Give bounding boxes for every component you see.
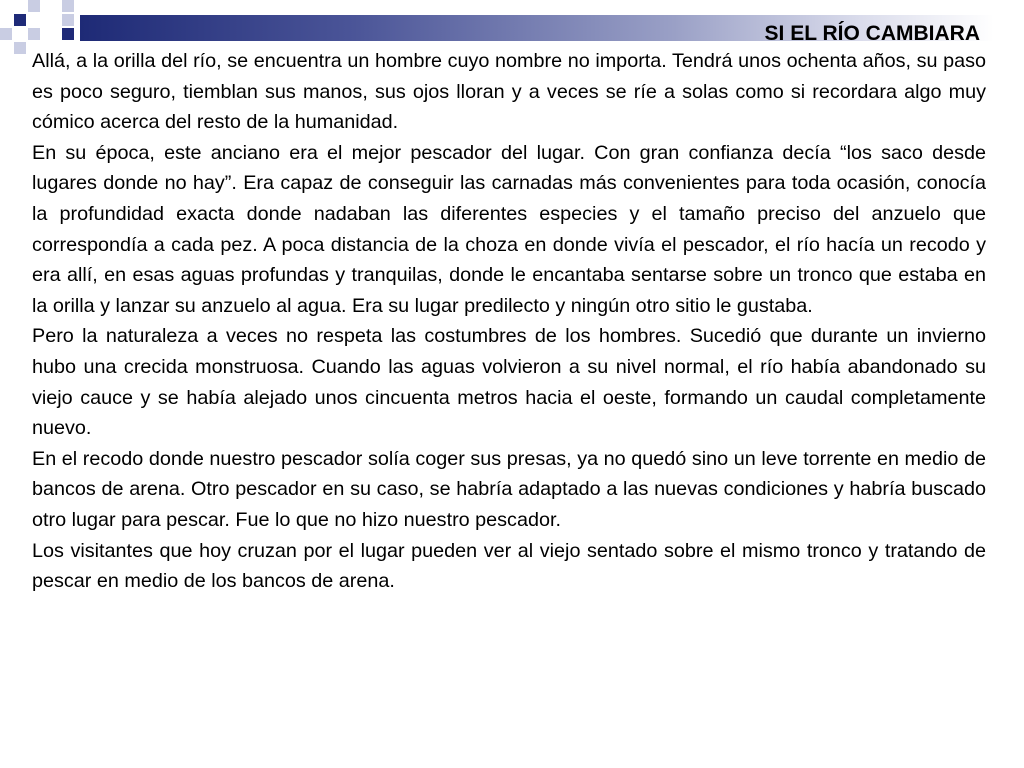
paragraph: En su época, este anciano era el mejor pescador del lugar. Con gran confianza decía “los saco desde lugares donde no hay”. Era capaz de conseguir las carnadas más convenientes para toda ocasión, conocía la profundidad exacta donde nadaban las diferentes especies y el tamaño preciso del anzuelo que correspondía a cada pez. A poca distancia de la choza en donde vivía el pescador, el río hacía un recodo y era allí, en esas aguas profundas y tranquilas, donde le encantaba sentarse sobre un tronco que estaba en la orilla y lanzar su anzuelo al agua. Era su lugar predilecto y ningún otro sitio le gustaba. (32, 141, 986, 317)
square-light (62, 14, 74, 26)
square-dark (14, 14, 26, 26)
paragraph: Pero la naturaleza a veces no respeta las costumbres de los hombres. Sucedió que durante un invierno hubo una crecida monstruosa. Cuando las aguas volvieron a su nivel normal, el río había abandonado su viejo cauce y se había alejado unos cincuenta metros hacia el oeste, formando un caudal completamente nuevo. (32, 325, 986, 440)
paragraph: En el recodo donde nuestro pescador solía coger sus presas, ya no quedó sino un leve torrente en medio de bancos de arena. Otro pescador en su caso, se habría adaptado a las nuevas condiciones y habría buscado otro lugar para pescar. Fue lo que no hizo nuestro pescador. (32, 447, 986, 531)
square-light (14, 42, 26, 54)
square-light (28, 28, 40, 40)
slide-body (32, 46, 986, 597)
paragraph: Allá, a la orilla del río, se encuentra un hombre cuyo nombre no importa. Tendrá unos ochenta años, su paso es poco seguro, tiemblan sus manos, sus ojos lloran y a veces se ríe a solas como si recordara algo muy cómico acerca del resto de la humanidad. (32, 50, 986, 134)
square-light (62, 0, 74, 12)
square-light (28, 0, 40, 12)
paragraph: Los visitantes que hoy cruzan por el lugar pueden ver al viejo sentado sobre el mismo tronco y tratando de pescar en medio de los bancos de arena. (32, 539, 986, 593)
square-dark (62, 28, 74, 40)
slide-title: SI EL RÍO CAMBIARA (764, 22, 980, 45)
square-light (0, 28, 12, 40)
